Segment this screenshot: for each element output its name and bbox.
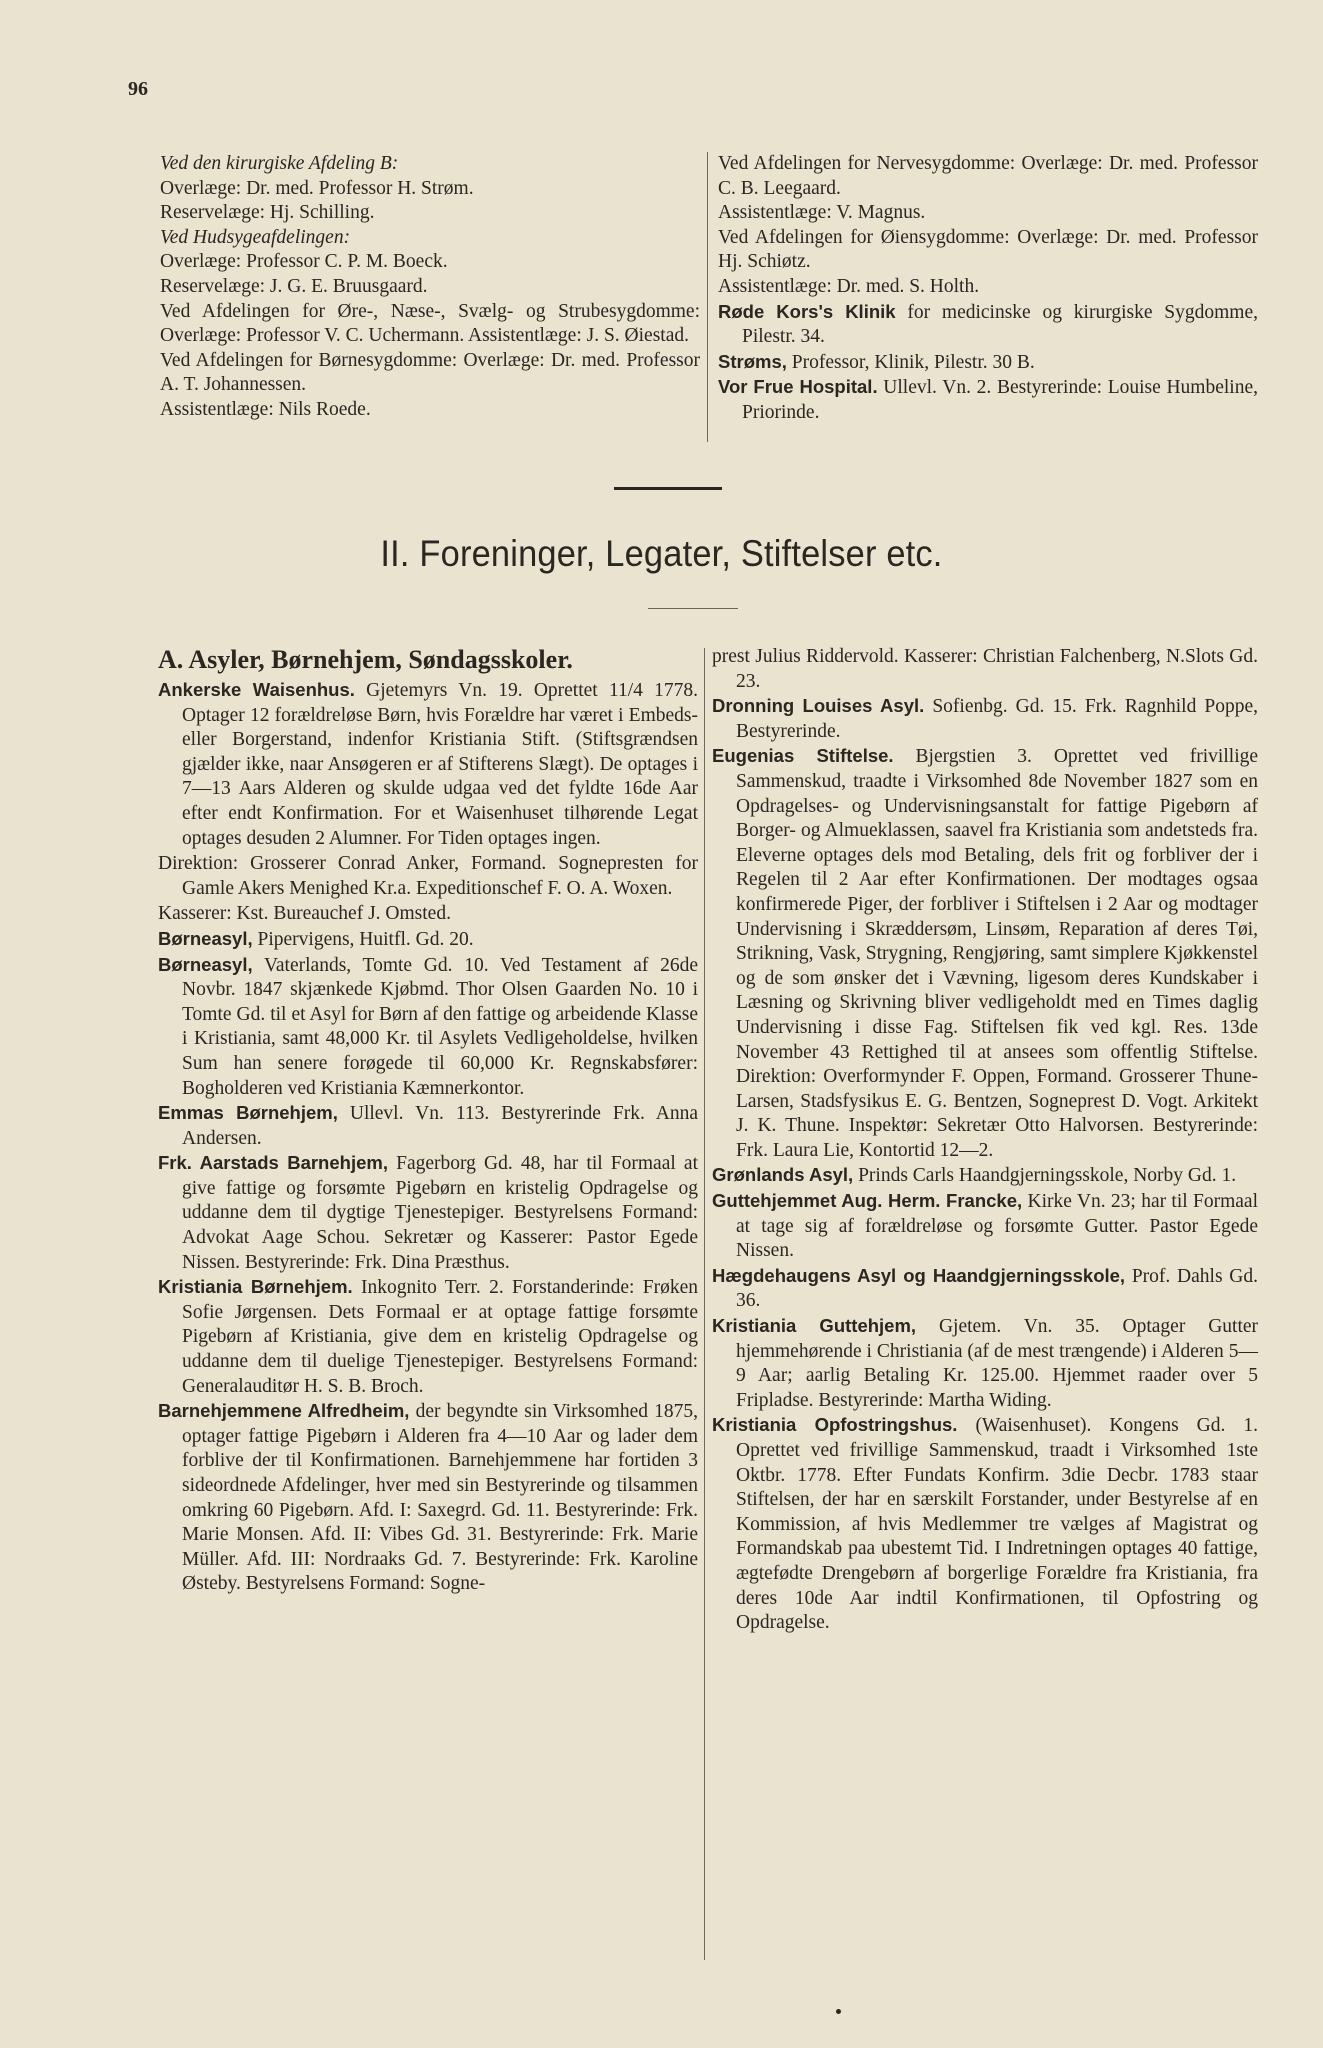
text-line: Overlæge: Dr. med. Professor H. Strøm. <box>160 177 474 199</box>
entry-text: der begyndte sin Virksomhed 1875, optager fattige Pigebørn i Alderen fra 4—10 Aar og lader dem forblive der til Konfirmationen. Barnehjemmene har fortiden 3 sideordnede Afdelinger, hver med sin Bestyrerinde og tilsammen omkring 60 Pigebørn. Afd. I: Saxegrd. Gd. 11. Bestyrerinde: Frk. Marie Monsen. Afd. II: Vibes Gd. 31. Bestyrerinde: Frk. Marie Müller. Afd. III: Nordraaks Gd. 7. Bestyrerinde: Frk. Karoline Østeby. Bestyrelsens Formand: Sogne- <box>182 1401 699 1595</box>
entry-text: Ullevl. Vn. 113. Bestyrerinde Frk. Anna Andersen. <box>182 1103 698 1149</box>
main-heading: II. Foreninger, Legater, Stiftelser etc. <box>380 533 943 574</box>
section-title: A. Asyler, Børnehjem, Søndagsskoler. <box>158 645 573 674</box>
entry <box>158 851 698 901</box>
entry <box>712 1189 1258 1264</box>
entry <box>158 1275 698 1399</box>
entry-text: Kasserer: Kst. Bureauchef J. Omsted. <box>158 903 451 925</box>
entry <box>718 350 1258 376</box>
column-divider <box>707 152 708 442</box>
text-line: Reservelæge: J. G. E. Bruusgaard. <box>160 275 428 297</box>
entry-text: Gjetemyrs Vn. 19. Oprettet 11/4 1778. Optager 12 forældreløse Børn, hvis Forældre har været i Embeds- eller Borgerstand, indenfor Kristiania Stift. (Stiftsgrændsen gjælder ikke, naar Ansøgeren er af Stifterens Slægt). De optages i 7—13 Aars Alderen og skulde udgaa ved det fyldte 16de Aar efter endt Konfirmation. For et Waisenhuset tilhørende Legat optages desuden 2 Alumner. For Tiden optages ingen. <box>182 680 698 849</box>
entry-text: Bjergstien 3. Oprettet ved frivillige Sammenskud, traadte i Virksomhed 8de November 1827 som en Opdragelses- og Undervisningsanstalt for fattige Pigebørn af Borger- og Almueklassen, saavel fra Kristiania som andetsteds fra. Eleverne optages dels mod Betaling, dels frit og forbliver der i Regelen til 2 Aar efter Konfirmationen. Der modtages ogsaa konfirmerede Piger, der forbliver i Stiftelsen i 2 Aar og modtager Undervisning i Skræddersøm, Linsøm, Reparation af deres Tøi, Strikning, Vask, Strygning, Rengjøring, samt simplere Kjøkkenstel og de som ønsker det i Vævning, ligesom deres Kundskaber i Læsning og Skrivning bliver vedligeholdt med en Times daglig Undervisning i disse Fag. Stiftelsen fik ved kgl. Res. 13de November 43 Rettighed til at ansees som offentlig Stiftelse. Direktion: Overformynder F. Oppen, Formand. Grosserer Thune-Larsen, Stadsfysikus E. G. Bentzen, Sogneprest D. Vogt. Arkitekt J. K. Thune. Inspektør: Sekretær Otto Halvorsen. Bestyrerinde: Frk. Laura Lie, Kontortid 12—2. <box>736 746 1259 1161</box>
entry <box>712 694 1258 744</box>
text-paragraph: Ved Afdelingen for Nervesygdomme: Overlæge: Dr. med. Professor C. B. Leegaard. <box>718 153 1258 199</box>
entry-name: Strøms, <box>718 350 787 372</box>
section-rule <box>614 487 722 490</box>
entry-text: Professor, Klinik, Pilestr. 30 B. <box>791 351 1035 373</box>
entry-name: Vor Frue Hospital. <box>718 376 878 398</box>
entry-name: Kristiania Opfostringshus. <box>712 1414 958 1436</box>
entry-name: Eugenias Stiftelse. <box>712 745 894 767</box>
entry-text: Sofienbg. Gd. 15. Frk. Ragnhild Poppe, Bestyrerinde. <box>736 696 1258 742</box>
text-line: Reservelæge: Hj. Schilling. <box>160 202 375 224</box>
entry <box>158 927 698 953</box>
entry <box>712 744 1258 1163</box>
entry <box>158 1101 698 1151</box>
entry-text: prest Julius Riddervold. Kasserer: Christian Falchenberg, N.Slots Gd. 23. <box>712 646 1258 692</box>
text-line: Overlæge: Professor C. P. M. Boeck. <box>160 251 448 273</box>
entry-text: Fagerborg Gd. 48, har til Formaal at give fattige og forsømte Pigebørn en kristelig Opdragelse og uddanne dem til dygtige Tjenestepiger. Bestyrelsens Formand: Advokat Aage Schou. Sekretær og Kasserer: Pastor Egede Nissen. Bestyrerinde: Frk. Dina Præsthus. <box>182 1153 698 1273</box>
entry <box>712 1264 1258 1314</box>
top-right-column <box>718 152 1258 426</box>
entry <box>712 1314 1258 1413</box>
entry-text: for medicinske og kirurgiske Sygdomme, Pilestr. 34. <box>742 301 1259 348</box>
entry-name: Dronning Louises Asyl. <box>712 695 925 717</box>
entry <box>158 953 698 1102</box>
text-line: Assistentlæge: Nils Roede. <box>160 398 371 420</box>
entry <box>158 901 698 927</box>
footer-mark <box>836 2009 841 2014</box>
entry-name: Børneasyl, <box>158 927 253 949</box>
entry <box>712 1413 1258 1635</box>
entry-name: Børneasyl, <box>158 953 253 975</box>
entry <box>158 1151 698 1275</box>
text-paragraph: Ved Afdelingen for Øre-, Næse-, Svælg- og Strubesygdomme: Overlæge: Professor V. C. Uchermann. Assistentlæge: J. S. Øiestad. <box>160 300 700 347</box>
entry-text: Prof. Dahls Gd. 36. <box>736 1265 1258 1312</box>
entry-name: Ankerske Waisenhus. <box>158 679 355 700</box>
entry-name: Emmas Børnehjem, <box>158 1102 338 1124</box>
entry <box>718 300 1258 350</box>
bottom-left-column <box>158 644 698 1597</box>
entry-text: Direktion: Grosserer Conrad Anker, Formand. Sognepresten for Gamle Akers Menighed Kr.a. Expeditionschef F. O. A. Woxen. <box>158 853 698 899</box>
text-paragraph: Ved Afdelingen for Børnesygdomme: Overlæge: Dr. med. Professor A. T. Johannessen. <box>160 349 700 396</box>
entry-name: Kristiania Børnehjem. <box>158 1276 353 1298</box>
entry-text: Vaterlands, Tomte Gd. 10. Ved Testament af 26de Novbr. 1847 skjænkede Kjøbmd. Thor Olsen Gaarden No. 10 i Tomte Gd. til et Asyl for Børn af den fattige og arbeidende Klasse i Kristiania, samt 48,000 Kr. til Asylets Vedligeholdelse, hvilken Sum han senere forøgede til 60,000 Kr. Regnskabsfører: Bogholderen ved Kristiania Kæmnerkontor. <box>182 954 698 1099</box>
entry-name: Røde Kors's Klinik <box>718 300 896 322</box>
entry-name: Grønlands Asyl, <box>712 1164 854 1186</box>
entry <box>712 1163 1258 1189</box>
heading-underline <box>648 608 738 609</box>
column-divider <box>704 648 705 1960</box>
entry-name: Guttehjemmet Aug. Herm. Francke, <box>712 1190 1023 1212</box>
entry-name: Barnehjemmene Alfredheim, <box>158 1400 410 1422</box>
entry-name: Frk. Aarstads Barnehjem, <box>158 1152 388 1174</box>
bottom-right-column <box>712 644 1258 1636</box>
entry-name: Kristiania Guttehjem, <box>712 1315 917 1337</box>
entry-text: Gjetem. Vn. 35. Optager Gutter hjemmehørende i Christiania (af de mest trængende) i Alderen 5—9 Aar; aarlig Betaling Kr. 125.00. Hjemmet raader over 5 Fripladse. Bestyrerinde: Martha Widing. <box>736 1316 1259 1411</box>
entry-text: (Waisenhuset). Kongens Gd. 1. Oprettet ved frivillige Sammenskud, traadt i Virksomhed 1ste Oktbr. 1778. Efter Fundats Konfirm. 3die Decbr. 1783 staar Stiftelsen, der har en særskilt Forstander, under Bestyrelse af en Kommission, af hvis Medlemmer tre vælges af Magistrat og Formandskab paa ubestemt Tid. I Indretningen optages 40 fattige, ægtefødte Drengebørn af borgerlige Forældre fra Kristiania, fra deres 10de Aar indtil Konfirmationen, til Opfostring og Opdragelse. <box>736 1415 1259 1634</box>
entry-text: Inkognito Terr. 2. Forstanderinde: Frøken Sofie Jørgensen. Dets Formaal er at optage fattige forsømte Pigebørn af Kristiania, give dem en kristelig Opdragelse og uddanne dem til duelige Tjenestepiger. Bestyrelsens Formand: Generalauditør H. S. B. Broch. <box>182 1277 699 1397</box>
dept-heading: Ved Hudsygeafdelingen: <box>160 226 351 248</box>
text-line: Assistentlæge: Dr. med. S. Holth. <box>718 275 980 297</box>
page-number: 96 <box>128 78 148 100</box>
entry-text: Kirke Vn. 23; har til Formaal at tage sig af forældreløse og forsømte Gutter. Pastor Egede Nissen. <box>736 1191 1259 1262</box>
entry-text: Prinds Carls Haandgjerningsskole, Norby Gd. 1. <box>858 1165 1237 1187</box>
text-line: Assistentlæge: V. Magnus. <box>718 202 926 224</box>
entry <box>712 644 1258 694</box>
entry-name: Hægdehaugens Asyl og Haandgjerningsskole, <box>712 1264 1126 1286</box>
text-paragraph: Ved Afdelingen for Øiensygdomme: Overlæge: Dr. med. Professor Hj. Schiøtz. <box>718 226 1258 273</box>
top-left-column <box>160 152 700 423</box>
entry-text: Ullevl. Vn. 2. Bestyrerinde: Louise Humbeline, Priorinde. <box>742 377 1258 423</box>
dept-heading: Ved den kirurgiske Afdeling B: <box>160 153 399 174</box>
entry <box>158 1399 698 1597</box>
entry <box>158 678 698 851</box>
entry-text: Pipervigens, Huitfl. Gd. 20. <box>257 928 474 950</box>
entry <box>718 375 1258 425</box>
